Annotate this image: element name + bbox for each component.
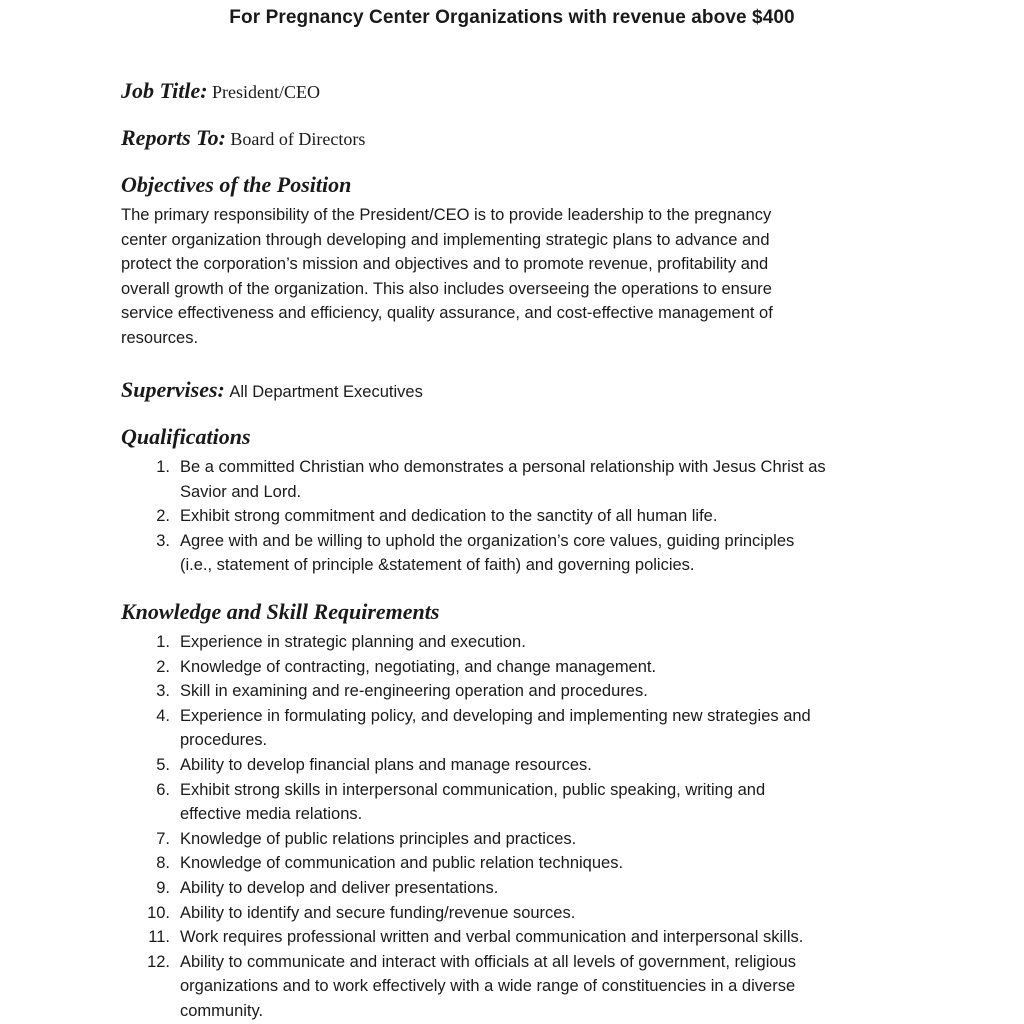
list-item-line: Knowledge of communication and public relation techniques. <box>180 854 624 873</box>
list-item-line: Experience in formulating policy, and developing and implementing new strategies and <box>180 706 811 725</box>
list-item <box>121 679 921 704</box>
paragraph-line: center organization through developing and implementing strategic plans to advance and <box>121 230 770 249</box>
list-item <box>121 504 921 529</box>
list-item-line: community. <box>180 1001 264 1020</box>
knowledge-heading: Knowledge and Skill Requirements <box>121 599 440 624</box>
list-item <box>121 704 921 753</box>
list-item-line: Experience in strategic planning and execution. <box>180 633 526 651</box>
list-item <box>121 655 921 680</box>
list-item-line: Ability to develop financial plans and manage resources. <box>180 755 592 774</box>
paragraph-line: protect the corporation’s mission and objectives and to promote revenue, profitability and <box>121 255 769 274</box>
list-item <box>121 925 921 950</box>
list-number: 7. <box>156 829 170 848</box>
supervises-label: Supervises: <box>121 377 225 402</box>
list-number: 3. <box>156 531 170 550</box>
list-number: 10. <box>147 903 170 922</box>
reports-to-label: Reports To: <box>121 125 226 150</box>
supervises-value: All Department Executives <box>229 383 423 401</box>
supervises-field <box>121 376 423 406</box>
list-number: 2. <box>156 657 170 676</box>
job-title-field <box>121 77 320 106</box>
objectives-heading: Objectives of the Position <box>121 172 352 197</box>
list-item <box>121 529 921 578</box>
job-title-value: President/CEO <box>212 82 321 102</box>
list-item <box>121 901 921 926</box>
list-number: 4. <box>156 706 170 725</box>
list-number: 2. <box>156 507 170 526</box>
list-item <box>121 827 921 852</box>
list-item <box>121 876 921 901</box>
list-item-line: Exhibit strong commitment and dedication to the sanctity of all human life. <box>180 507 718 526</box>
list-item <box>121 630 921 655</box>
list-item-line: Knowledge of contracting, negotiating, and change management. <box>180 657 657 676</box>
list-item <box>121 778 921 827</box>
job-title-label: Job Title: <box>121 78 208 103</box>
document-heading: For Pregnancy Center Organizations with revenue above $400 <box>229 7 795 28</box>
list-item <box>121 950 921 1024</box>
list-item-line: Work requires professional written and verbal communication and interpersonal skills. <box>180 928 804 947</box>
paragraph-line: overall growth of the organization. This also includes overseeing the operations to ensure <box>121 279 772 298</box>
paragraph-line: service effectiveness and efficiency, quality assurance, and cost-effective management of <box>121 304 773 323</box>
paragraph-line: resources. <box>121 328 199 347</box>
list-number: 1. <box>156 633 170 651</box>
objectives-paragraph <box>121 203 881 351</box>
list-number: 3. <box>156 682 170 701</box>
list-item-line: organizations and to work effectively with a wide range of constituencies in a diverse <box>180 977 796 996</box>
list-number: 5. <box>156 755 170 774</box>
list-item-line: procedures. <box>180 731 268 750</box>
list-number: 12. <box>147 952 170 971</box>
list-item-line: effective media relations. <box>180 805 363 824</box>
list-item-line: Ability to identify and secure funding/revenue sources. <box>180 903 576 922</box>
list-number: 9. <box>156 878 170 897</box>
qualifications-heading: Qualifications <box>121 424 251 449</box>
list-item-line: Savior and Lord. <box>180 482 302 501</box>
list-item <box>121 455 921 504</box>
knowledge-list <box>121 630 921 1024</box>
list-item-line: Be a committed Christian who demonstrates a personal relationship with Jesus Christ as <box>180 458 826 476</box>
reports-to-value: Board of Directors <box>230 129 366 149</box>
list-item <box>121 753 921 778</box>
list-number: 11. <box>148 928 170 947</box>
list-item-line: Skill in examining and re-engineering operation and procedures. <box>180 682 648 701</box>
list-item <box>121 851 921 876</box>
reports-to-field <box>121 124 365 153</box>
list-number: 1. <box>156 458 170 476</box>
list-item-line: Exhibit strong skills in interpersonal communication, public speaking, writing and <box>180 780 766 799</box>
paragraph-line: The primary responsibility of the President/CEO is to provide leadership to the pregnancy <box>121 206 772 224</box>
list-item-line: Ability to develop and deliver presentations. <box>180 878 499 897</box>
list-number: 8. <box>156 854 170 873</box>
list-item-line: Agree with and be willing to uphold the organization’s core values, guiding principles <box>180 531 795 550</box>
qualifications-list <box>121 455 921 578</box>
list-item-line: Ability to communicate and interact with officials at all levels of government, religious <box>180 952 796 971</box>
list-item-line: Knowledge of public relations principles and practices. <box>180 829 577 848</box>
list-item-line: (i.e., statement of principle &statement of faith) and governing policies. <box>180 556 695 575</box>
list-number: 6. <box>156 780 170 799</box>
